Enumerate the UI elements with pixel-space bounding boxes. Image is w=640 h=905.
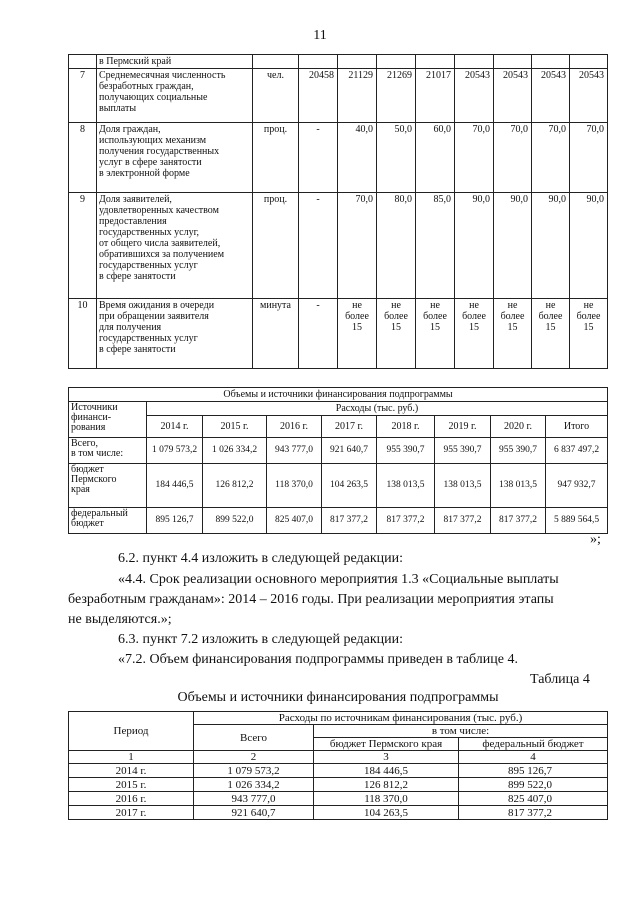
expenses-header: Расходы (тыс. руб.) (147, 402, 608, 416)
year-header: 2018 г. (377, 416, 435, 438)
table-row (69, 438, 608, 464)
federal-cell: 825 407,0 (459, 792, 608, 806)
indicator-name: Доля заявителей, удовлетворенных качеством предоставления государственных услуг, от общего числа заявителей, обратившихся за получением государственных услуг в сфере занятости (97, 193, 253, 299)
value-2019: 90,0 (532, 193, 570, 299)
value-2018: не более 15 (494, 299, 532, 369)
table-row (69, 806, 608, 820)
value-2018: 90,0 (494, 193, 532, 299)
indicator-name: Время ожидания в очереди при обращении заявителя для получения государственных услуг в сфере занятости (97, 299, 253, 369)
unit: минута (253, 299, 299, 369)
financing-table (68, 387, 608, 534)
table-row (69, 508, 608, 534)
table-row (69, 416, 608, 438)
closing-quote: »; (590, 532, 601, 547)
regional-cell: 104 263,5 (314, 806, 459, 820)
source-label: федеральный бюджет (69, 508, 147, 534)
value-cell: 955 390,7 (377, 438, 435, 464)
regional-cell: 118 370,0 (314, 792, 459, 806)
column-number: 3 (314, 751, 459, 764)
paragraph-4-4: «4.4. Срок реализации основного мероприятия 1.3 «Социальные выплаты безработным гражданам»: 2014 – 2016 годы. При реализации мероприятия этапы не выделяются.»; (68, 572, 559, 627)
value-2019: 70,0 (532, 123, 570, 193)
total-cell: 921 640,7 (194, 806, 314, 820)
row-number: 7 (69, 69, 97, 123)
year-header: 2015 г. (203, 416, 267, 438)
value-2020: 90,0 (570, 193, 608, 299)
table-row (69, 464, 608, 508)
year-header: 2019 г. (435, 416, 491, 438)
table-row (69, 792, 608, 806)
value-2014: 70,0 (338, 193, 377, 299)
value-cell: 138 013,5 (377, 464, 435, 508)
table-row (69, 69, 608, 123)
value-2020: 70,0 (570, 123, 608, 193)
value-cell: 1 026 334,2 (203, 438, 267, 464)
period-cell: 2017 г. (69, 806, 194, 820)
value-2016: 85,0 (416, 193, 455, 299)
indicator-name: в Пермский край (97, 55, 253, 69)
paragraph-6-2: 6.2. пункт 4.4 изложить в следующей редакции: (118, 551, 403, 566)
value-2015: не более 15 (377, 299, 416, 369)
row-number: 10 (69, 299, 97, 369)
value-cell: 895 126,7 (147, 508, 203, 534)
regional-header: бюджет Пермского края (314, 738, 459, 751)
value-2013: - (299, 299, 338, 369)
regional-cell: 126 812,2 (314, 778, 459, 792)
unit: проц. (253, 193, 299, 299)
value-cell: 921 640,7 (322, 438, 377, 464)
year-header: 2017 г. (322, 416, 377, 438)
value-2015: 50,0 (377, 123, 416, 193)
federal-cell: 899 522,0 (459, 778, 608, 792)
value-2014: 40,0 (338, 123, 377, 193)
federal-cell: 817 377,2 (459, 806, 608, 820)
value-cell: 943 777,0 (267, 438, 322, 464)
source-label: бюджет Пермского края (69, 464, 147, 508)
value-cell: 947 932,7 (546, 464, 608, 508)
table-row (69, 751, 608, 764)
value-2017: 90,0 (455, 193, 494, 299)
value-cell: 5 889 564,5 (546, 508, 608, 534)
value-cell: 955 390,7 (491, 438, 546, 464)
source-label: Всего, в том числе: (69, 438, 147, 464)
value-2016: 60,0 (416, 123, 455, 193)
indicator-name: Доля граждан, использующих механизм получения государственных услуг в сфере занятости в электронной форме (97, 123, 253, 193)
table-row (69, 778, 608, 792)
table-title: Объемы и источники финансирования подпрограммы (177, 690, 499, 705)
value-cell: 825 407,0 (267, 508, 322, 534)
value-2017: 70,0 (455, 123, 494, 193)
value-2018: 20543 (494, 69, 532, 123)
federal-header: федеральный бюджет (459, 738, 608, 751)
value-cell: 817 377,2 (435, 508, 491, 534)
value-cell: 118 370,0 (267, 464, 322, 508)
year-header: 2020 г. (491, 416, 546, 438)
value-cell: 955 390,7 (435, 438, 491, 464)
value-cell: 817 377,2 (377, 508, 435, 534)
paragraph-7-2: «7.2. Объем финансирования подпрограммы приведен в таблице 4. (118, 652, 518, 667)
value-cell: 184 446,5 (147, 464, 203, 508)
value-2020: 20543 (570, 69, 608, 123)
value-2020: не более 15 (570, 299, 608, 369)
regional-cell: 184 446,5 (314, 764, 459, 778)
expenses-header: Расходы по источникам финансирования (тыс. руб.) (194, 712, 608, 725)
year-header: 2014 г. (147, 416, 203, 438)
table-row (69, 123, 608, 193)
value-cell: 899 522,0 (203, 508, 267, 534)
value-cell: 126 812,2 (203, 464, 267, 508)
period-cell: 2014 г. (69, 764, 194, 778)
unit: проц. (253, 123, 299, 193)
total-cell: 943 777,0 (194, 792, 314, 806)
total-header: Всего (194, 725, 314, 751)
federal-cell: 895 126,7 (459, 764, 608, 778)
year-header: 2016 г. (267, 416, 322, 438)
period-header: Период (69, 712, 194, 751)
value-2014: 21129 (338, 69, 377, 123)
value-2018: 70,0 (494, 123, 532, 193)
row-number: 9 (69, 193, 97, 299)
value-2013: - (299, 193, 338, 299)
indicator-name: Среднемесячная численность безработных граждан, получающих социальные выплаты (97, 69, 253, 123)
column-number: 2 (194, 751, 314, 764)
table-row (69, 764, 608, 778)
table-row (69, 193, 608, 299)
value-2015: 80,0 (377, 193, 416, 299)
indicators-table (68, 54, 608, 369)
total-cell: 1 026 334,2 (194, 778, 314, 792)
table-row (69, 402, 608, 416)
row-number: 8 (69, 123, 97, 193)
page-number: 11 (313, 28, 327, 43)
value-cell: 6 837 497,2 (546, 438, 608, 464)
value-2019: 20543 (532, 69, 570, 123)
table-4 (68, 711, 608, 820)
including-header: в том числе: (314, 725, 608, 738)
value-2017: не более 15 (455, 299, 494, 369)
value-2015: 21269 (377, 69, 416, 123)
sources-header: Источники финанси- рования (69, 402, 147, 438)
value-2013: - (299, 123, 338, 193)
table-label: Таблица 4 (530, 672, 590, 687)
total-header: Итого (546, 416, 608, 438)
unit: чел. (253, 69, 299, 123)
value-2019: не более 15 (532, 299, 570, 369)
column-number: 1 (69, 751, 194, 764)
value-cell: 817 377,2 (322, 508, 377, 534)
table-row (69, 55, 608, 69)
value-2014: не более 15 (338, 299, 377, 369)
table-row (69, 712, 608, 725)
table-row (69, 388, 608, 402)
period-cell: 2016 г. (69, 792, 194, 806)
value-2013: 20458 (299, 69, 338, 123)
value-2016: не более 15 (416, 299, 455, 369)
paragraph-6-3: 6.3. пункт 7.2 изложить в следующей редакции: (118, 632, 403, 647)
value-cell: 138 013,5 (435, 464, 491, 508)
value-2017: 20543 (455, 69, 494, 123)
table-row (69, 299, 608, 369)
value-cell: 104 263,5 (322, 464, 377, 508)
value-cell: 1 079 573,2 (147, 438, 203, 464)
value-cell: 138 013,5 (491, 464, 546, 508)
column-number: 4 (459, 751, 608, 764)
value-2016: 21017 (416, 69, 455, 123)
period-cell: 2015 г. (69, 778, 194, 792)
section-title: Объемы и источники финансирования подпрограммы (69, 388, 608, 402)
value-cell: 817 377,2 (491, 508, 546, 534)
total-cell: 1 079 573,2 (194, 764, 314, 778)
